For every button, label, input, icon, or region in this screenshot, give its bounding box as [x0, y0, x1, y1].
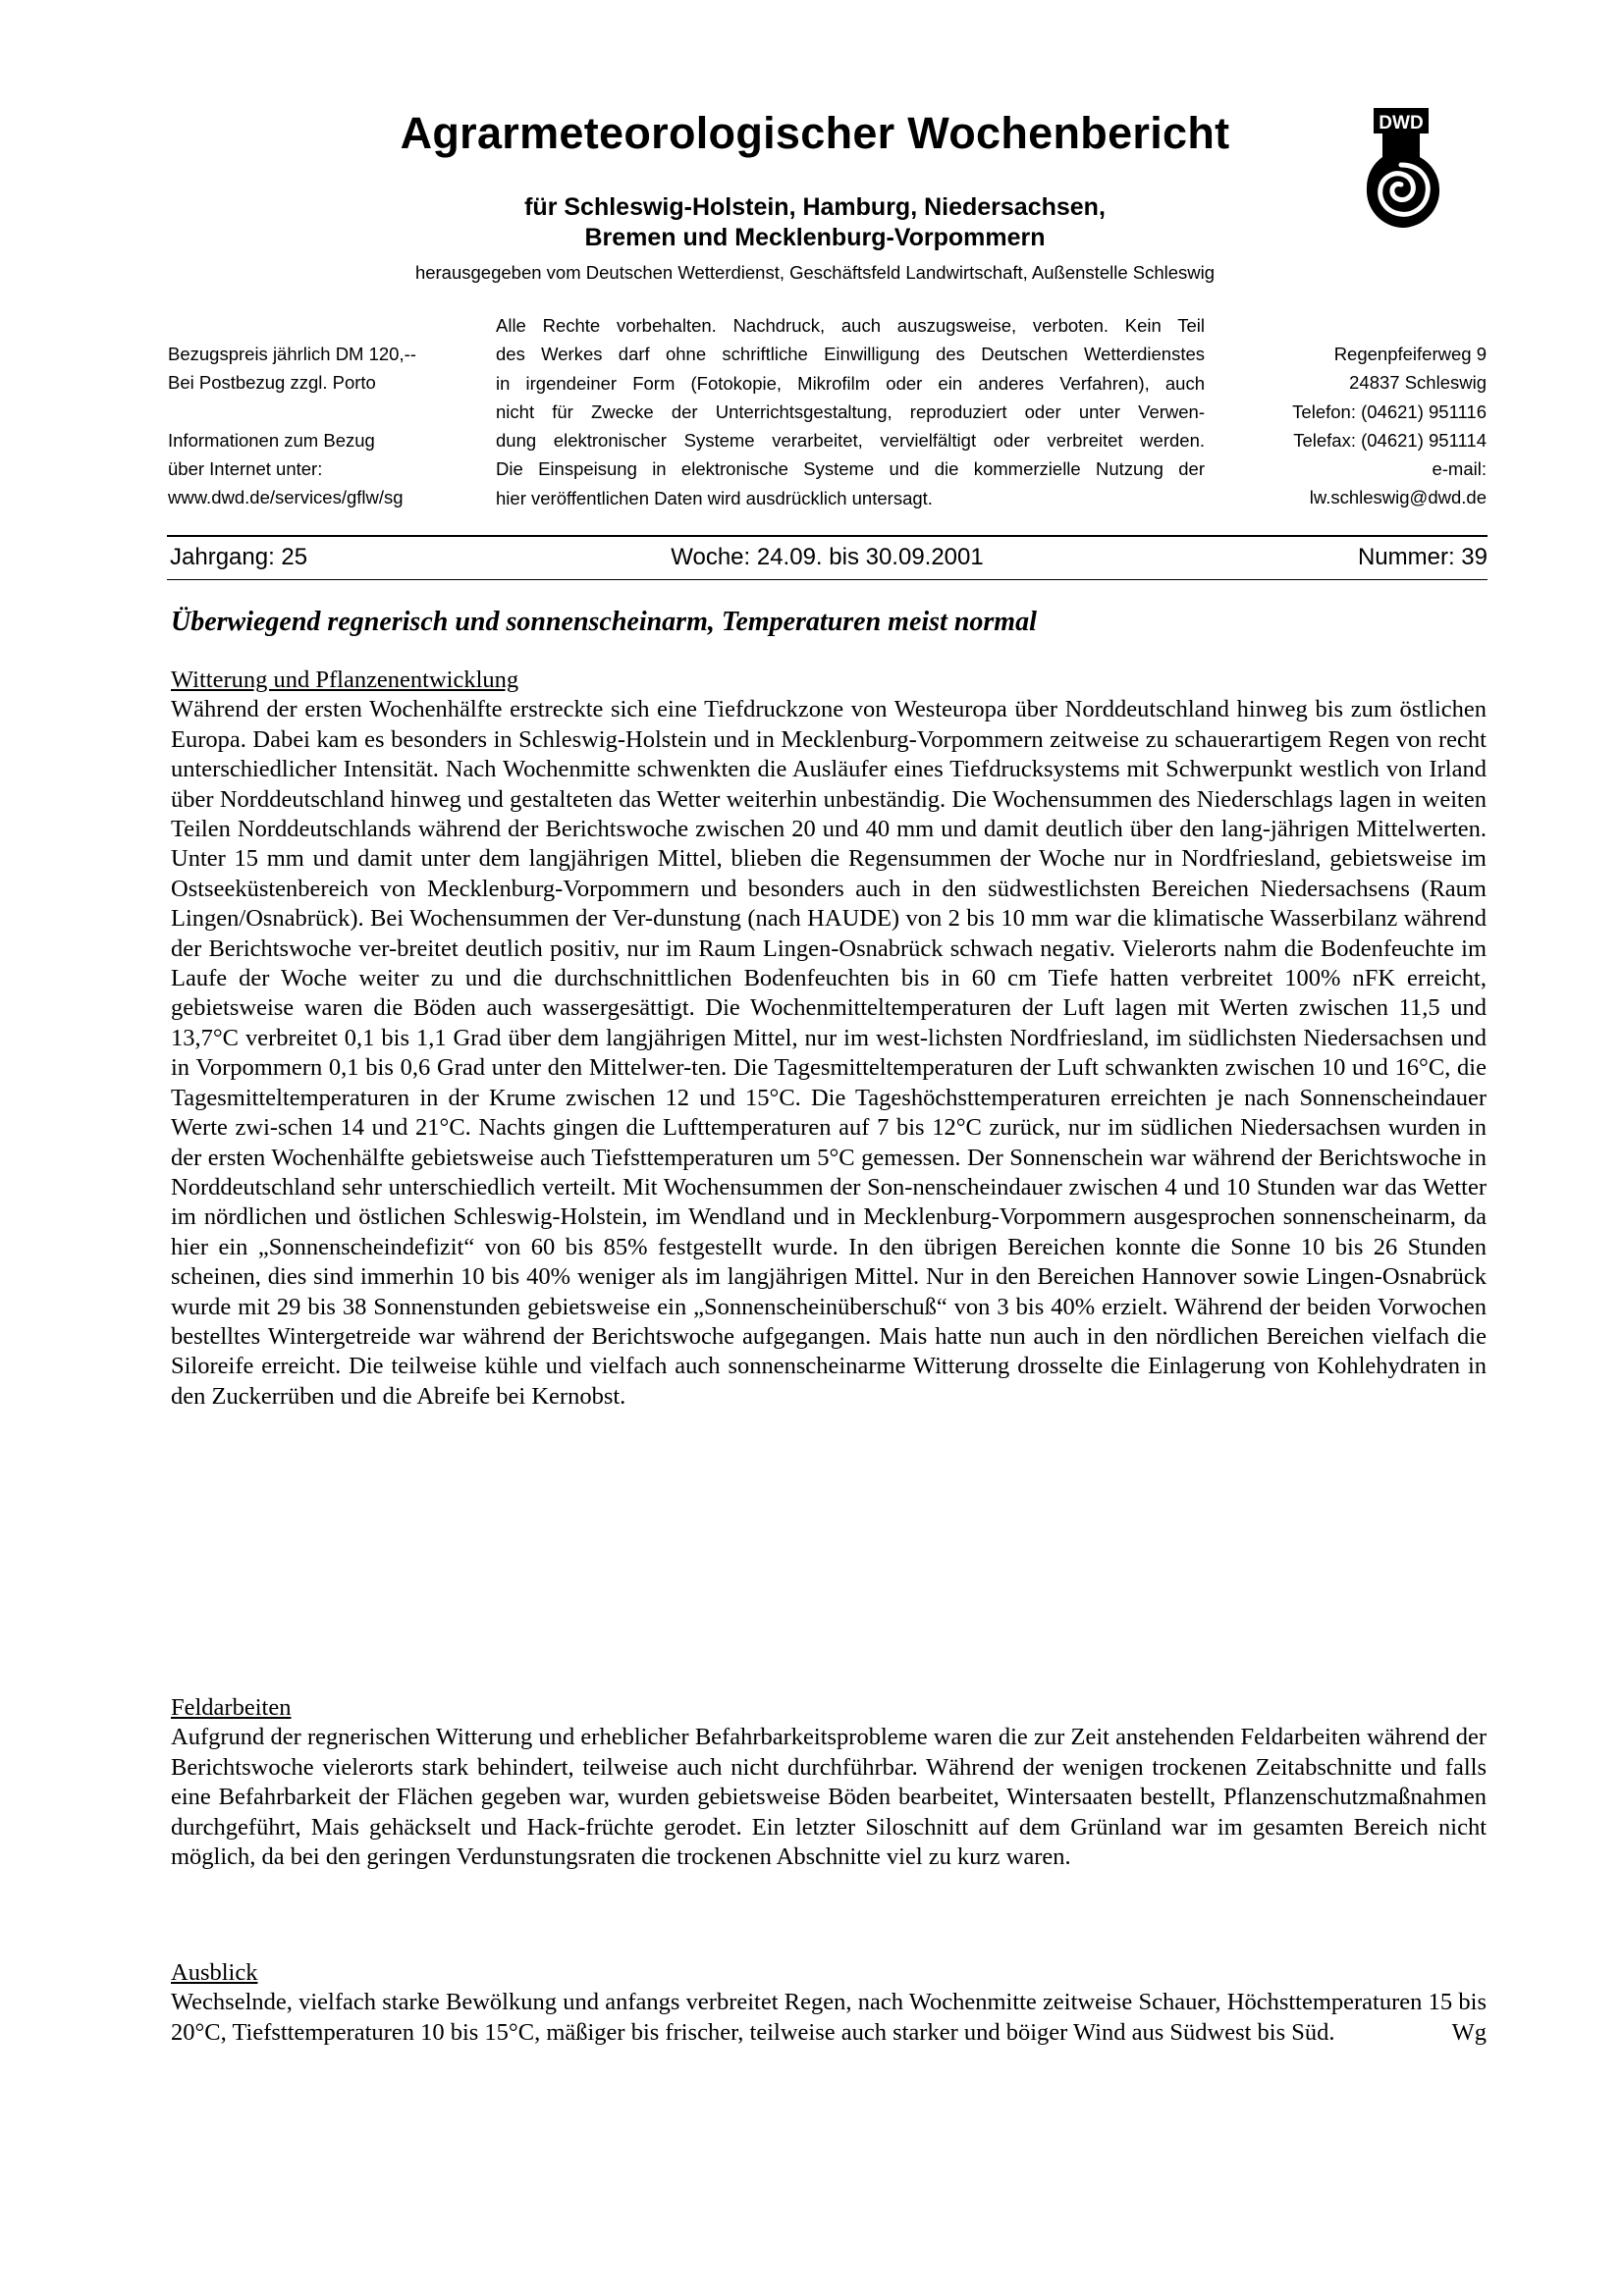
issue-bar: [167, 542, 1488, 573]
copyright-line: hier veröffentlichen Daten wird ausdrücklich untersagt.: [496, 487, 933, 508]
section-witterung: [171, 666, 1487, 1412]
issue-woche: Woche: 24.09. bis 30.09.2001: [671, 544, 984, 570]
document-title: Agrarmeteorologischer Wochenbericht: [400, 108, 1230, 158]
contact-info: [1208, 340, 1487, 512]
subtitle-line-2: Bremen und Mecklenburg-Vorpommern: [584, 224, 1046, 251]
section-text: Wechselnde, vielfach starke Bewölkung und anfangs verbreitet Regen, nach Wochenmitte zeitweise Schauer, Höchsttemperaturen 15 bis 20°C, Tiefsttemperaturen 10 bis 15°C, mäßiger bis frischer, teilweise auch starker und böiger Wind aus Südwest bis Süd.: [171, 1989, 1487, 2046]
info-left-line: Bei Postbezug zzgl. Porto: [168, 372, 376, 394]
info-left-line: Informationen zum Bezug: [168, 429, 375, 451]
copyright-notice: [496, 311, 1205, 512]
subscription-info: [168, 340, 492, 512]
section-heading: Feldarbeiten: [171, 1694, 292, 1721]
section-ausblick: [171, 1958, 1487, 2048]
issue-jahrgang: Jahrgang: 25: [170, 544, 308, 570]
contact-line: Telefon: (04621) 951116: [1292, 400, 1487, 422]
document-subtitle: [324, 192, 1306, 253]
contact-line: e-mail:: [1432, 458, 1487, 480]
report-headline: Überwiegend regnerisch und sonnenscheinarm, Temperaturen meist normal: [171, 607, 1037, 637]
divider-bottom: [167, 579, 1488, 580]
copyright-line: des Werkes darf ohne schriftliche Einwilligung des Deutschen Wetterdienstes: [496, 344, 1205, 365]
dwd-logo-icon: [1357, 106, 1445, 234]
section-heading: Ausblick: [171, 1959, 258, 1986]
copyright-line: nicht für Zwecke der Unterrichtsgestaltung, reproduziert oder unter Verwen-: [496, 400, 1205, 422]
section-text: Aufgrund der regnerischen Witterung und erheblicher Befahrbarkeitsprobleme waren die zur Zeit anstehenden Feldarbeiten während der Berichtswoche vielerorts stark behindert, teilweise auch nicht durchführbar. Während der wenigen trockenen Zeitabschnitte und falls eine Befahrbarkeit der Flächen gegeben war, wurden gebietsweise Böden bearbeitet, Wintersaaten bestellt, Pflanzenschutzmaßnahmen durchgeführt, Mais gehäckselt und Hack-früchte gerodet. Ein letzter Siloschnitt auf dem Grünland war im gesamten Bereich nicht möglich, da bei den geringen Verdunstungsraten die trockenen Abschnitte viel zu kurz waren.: [171, 1724, 1487, 1871]
info-left-line: www.dwd.de/services/gflw/sg: [168, 487, 404, 508]
copyright-line: dung elektronischer Systeme verarbeitet, vervielfältigt oder verbreitet werden.: [496, 430, 1205, 452]
publisher-line: herausgegeben vom Deutschen Wetterdienst, Geschäftsfeld Landwirtschaft, Außenstelle Schleswig: [414, 262, 1216, 283]
info-left-line: Bezugspreis jährlich DM 120,--: [168, 344, 416, 364]
author-signature: Wg: [1451, 2018, 1487, 2046]
info-left-line: [168, 398, 492, 426]
copyright-line: Alle Rechte vorbehalten. Nachdruck, auch auszugsweise, verboten. Kein Teil: [496, 315, 1205, 336]
section-feldarbeiten: [171, 1693, 1487, 1872]
section-heading: Witterung und Pflanzenentwicklung: [171, 667, 519, 693]
copyright-line: in irgendeiner Form (Fotokopie, Mikrofilm oder ein anderes Verfahren), auch: [496, 372, 1205, 394]
subtitle-line-1: für Schleswig-Holstein, Hamburg, Niedersachsen,: [524, 193, 1106, 221]
section-text: Während der ersten Wochenhälfte erstreckte sich eine Tiefdruckzone von Westeuropa über Norddeutschland hinweg bis zum östlichen Europa. Dabei kam es besonders in Schleswig-Holstein und in Mecklenburg-Vorpommern zeitweise zu schauerartigem Regen von recht unterschiedlicher Intensität. Nach Wochenmitte schwenkten die Ausläufer eines Tiefdrucksystems mit Schwerpunkt westlich von Irland über Norddeutschland hinweg und gestalteten das Wetter weiterhin unbeständig. Die Wochensummen des Niederschlags lagen in weiten Teilen Norddeutschlands während der Berichtswoche zwischen 20 und 40 mm und damit deutlich über den lang-jährigen Mittelwerten. Unter 15 mm und damit unter dem langjährigen Mittel, blieben die Regensummen der Woche nur in Nordfriesland, gebietsweise im Ostseeküstenbereich von Mecklenburg-Vorpommern und besonders auch in den südwestlichsten Bereichen Niedersachsens (Raum Lingen/Osnabrück). Bei Wochensummen der Ver-dunstung (nach HAUDE) von 2 bis 10 mm war die klimatische Wasserbilanz während der Berichtswoche ver-breitet deutlich positiv, nur im Raum Lingen-Osnabrück schwach negativ. Vielerorts nahm die Bodenfeuchte im Laufe der Woche weiter zu und die durchschnittlichen Bodenfeuchten bis in 60 cm Tiefe hatten verbreitet 100% nFK erreicht, gebietsweise waren die Böden auch wassergesättigt. Die Wochenmitteltemperaturen der Luft lagen mit Werten zwischen 11,5 und 13,7°C verbreitet 0,1 bis 1,1 Grad über dem langjährigen Mittel, nur im west-lichsten Nordfriesland, im südlichsten Niedersachsen und in Vorpommern 0,1 bis 0,6 Grad unter den Mittelwer-ten. Die Tagesmitteltemperaturen der Luft schwankten zwischen 10 und 16°C, die Tagesmitteltemperaturen in der Krume zwischen 12 und 15°C. Die Tageshöchsttemperaturen erreichten je nach Sonnenscheindauer Werte zwi-schen 14 und 21°C. Nachts gingen die Lufttemperaturen auf 7 bis 12°C zurück, nur im südlichen Niedersachsen wurden in der ersten Wochenhälfte gebietsweise auch Tiefsttemperaturen um 5°C gemessen. Der Sonnenschein war während der Berichtswoche in Norddeutschland sehr unterschiedlich verteilt. Mit Wochensummen der Son-nenscheindauer zwischen 4 und 10 Stunden war das Wetter im nördlichen und östlichen Schleswig-Holstein, im Wendland und in Mecklenburg-Vorpommern ausgesprochen sonnenscheinarm, da hier ein „Sonnenscheindefizit“ von 60 bis 85% festgestellt wurde. In den übrigen Bereichen konnte die Sonne 10 bis 26 Stunden scheinen, dies sind immerhin 10 bis 40% weniger als im langjährigen Mittel. Nur in den Bereichen Hannover sowie Lingen-Osnabrück wurde mit 29 bis 38 Sonnenstunden gebietsweise ein „Sonnenscheinüberschuß“ von 3 bis 40% erzielt. Während der beiden Vorwochen bestelltes Wintergetreide war während der Berichtswoche aufgegangen. Mais hatte nun auch in den nördlichen Bereichen vielfach die Siloreife erreicht. Die teilweise kühle und vielfach auch sonnenscheinarme Witterung drosselte die Einlagerung von Kohlehydraten in den Zuckerrüben und die Abreife bei Kernobst.: [171, 696, 1487, 1410]
contact-line: Telefax: (04621) 951114: [1293, 429, 1487, 451]
contact-line: 24837 Schleswig: [1349, 372, 1487, 394]
issue-nummer: Nummer: 39: [1357, 544, 1488, 570]
copyright-line: Die Einspeisung in elektronische Systeme und die kommerzielle Nutzung der: [496, 458, 1205, 480]
contact-line: lw.schleswig@dwd.de: [1309, 487, 1487, 508]
info-left-line: über Internet unter:: [168, 458, 323, 480]
logo-text: DWD: [1379, 113, 1424, 133]
contact-line: Regenpfeiferweg 9: [1333, 344, 1487, 364]
section-text-wrapper: [171, 1988, 1487, 2048]
divider-top: [167, 535, 1488, 537]
